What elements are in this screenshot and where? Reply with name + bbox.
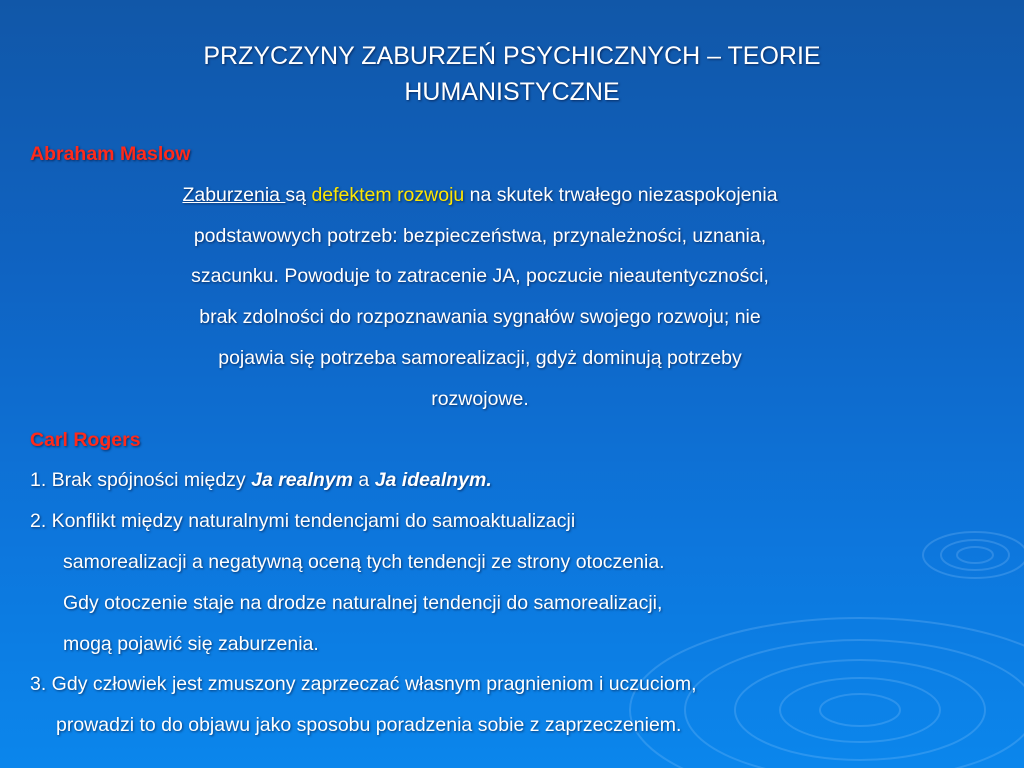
maslow-paragraph-line-1 (30, 175, 930, 216)
text-segment: na skutek trwałego niezaspokojenia (464, 183, 778, 206)
maslow-paragraph-line-4: brak zdolności do rozpoznawania sygnałów swojego rozwoju; nie (199, 306, 761, 329)
maslow-paragraph-line-2: podstawowych potrzeb: bezpieczeństwa, przynależności, uznania, (193, 224, 767, 247)
title-line-2: HUMANISTYCZNE (404, 78, 620, 106)
text-segment: są (285, 183, 312, 206)
rogers-item-2-line-4: mogą pojawić się zaburzenia. (63, 632, 319, 655)
text-segment: a (353, 469, 375, 492)
slide-title (80, 38, 944, 110)
text-segment: 1. Brak spójności między (30, 469, 252, 492)
rogers-item-2-line-2: samorealizacji a negatywną oceną tych tendencji ze strony otoczenia. (63, 550, 665, 573)
title-line-1: PRZYCZYNY ZABURZEŃ PSYCHICZNYCH – TEORIE (203, 42, 821, 70)
maslow-paragraph-line-5: pojawia się potrzeba samorealizacji, gdyż dominują potrzeby (218, 346, 742, 369)
maslow-paragraph-line-6: rozwojowe. (431, 387, 529, 410)
maslow-heading: Abraham Maslow (30, 143, 191, 165)
underlined-term: Zaburzenia (182, 183, 286, 206)
emphasis-ja-idealnym: Ja idealnym. (374, 469, 492, 492)
maslow-paragraph-line-3: szacunku. Powoduje to zatracenie JA, poczucie nieautentyczności, (191, 265, 769, 288)
slide-body (30, 134, 930, 746)
rogers-heading: Carl Rogers (30, 428, 141, 451)
highlighted-term: defektem rozwoju (311, 183, 465, 206)
rogers-item-3-line-2: prowadzi to do objawu jako sposobu poradzenia sobie z zaprzeczeniem. (56, 714, 682, 737)
rogers-item-3-line-1: 3. Gdy człowiek jest zmuszony zaprzeczać własnym pragnieniom i uczuciom, (30, 673, 697, 696)
rogers-item-2-line-1: 2. Konflikt między naturalnymi tendencjami do samoaktualizacji (30, 510, 576, 533)
rogers-item-1 (30, 460, 930, 501)
emphasis-ja-realnym: Ja realnym (251, 469, 353, 492)
rogers-item-2-line-3: Gdy otoczenie staje na drodze naturalnej tendencji do samorealizacji, (63, 591, 663, 614)
